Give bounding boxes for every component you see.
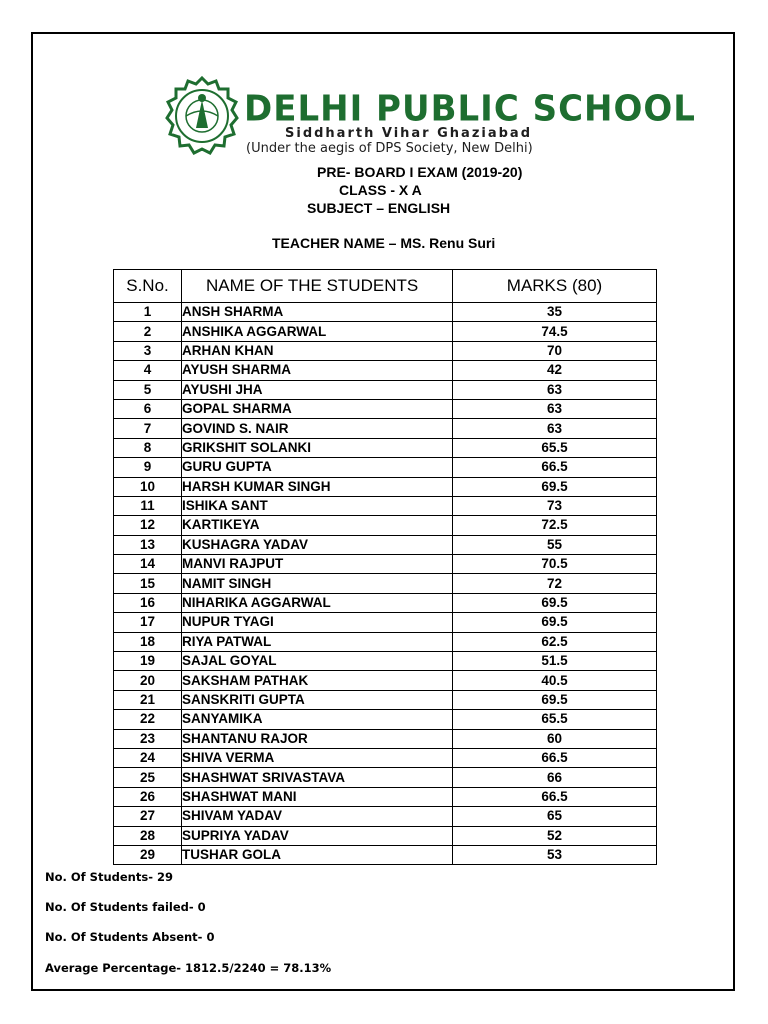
row-sno: 20 [114,671,182,690]
row-sno: 26 [114,787,182,806]
table-row [114,516,657,535]
row-student-name: GRIKSHIT SOLANKI [182,438,453,457]
row-sno: 25 [114,768,182,787]
table-row [114,613,657,632]
row-marks: 66.5 [453,458,657,477]
header-name: NAME OF THE STUDENTS [182,270,453,303]
row-sno: 29 [114,845,182,864]
row-sno: 17 [114,613,182,632]
table-row [114,710,657,729]
row-student-name: SAKSHAM PATHAK [182,671,453,690]
row-sno: 19 [114,652,182,671]
row-student-name: NIHARIKA AGGARWAL [182,593,453,612]
row-marks: 63 [453,380,657,399]
row-sno: 4 [114,361,182,380]
row-marks: 72.5 [453,516,657,535]
row-student-name: SHASHWAT MANI [182,787,453,806]
row-marks: 40.5 [453,671,657,690]
row-marks: 42 [453,361,657,380]
row-sno: 23 [114,729,182,748]
table-row [114,671,657,690]
row-student-name: NAMIT SINGH [182,574,453,593]
row-student-name: HARSH KUMAR SINGH [182,477,453,496]
row-marks: 53 [453,845,657,864]
marks-table [113,269,657,865]
row-student-name: SHIVAM YADAV [182,807,453,826]
row-sno: 1 [114,303,182,322]
row-marks: 70 [453,341,657,360]
row-student-name: KARTIKEYA [182,516,453,535]
row-student-name: ARHAN KHAN [182,341,453,360]
summary-absent: No. Of Students Absent- 0 [45,930,215,944]
row-marks: 52 [453,826,657,845]
row-student-name: MANVI RAJPUT [182,555,453,574]
table-row [114,361,657,380]
row-marks: 69.5 [453,593,657,612]
table-row [114,458,657,477]
header-sno: S.No. [114,270,182,303]
row-marks: 73 [453,496,657,515]
row-marks: 65 [453,807,657,826]
row-student-name: SHANTANU RAJOR [182,729,453,748]
table-row [114,593,657,612]
row-marks: 62.5 [453,632,657,651]
row-marks: 69.5 [453,690,657,709]
school-branch: Siddharth Vihar Ghaziabad [285,126,532,141]
row-student-name: ISHIKA SANT [182,496,453,515]
table-row [114,496,657,515]
row-student-name: AYUSH SHARMA [182,361,453,380]
row-student-name: GURU GUPTA [182,458,453,477]
row-student-name: SHASHWAT SRIVASTAVA [182,768,453,787]
row-student-name: GOVIND S. NAIR [182,419,453,438]
summary-average: Average Percentage- 1812.5/2240 = 78.13% [45,961,332,975]
class-label: CLASS - X A [339,182,422,198]
row-student-name: AYUSHI JHA [182,380,453,399]
row-sno: 16 [114,593,182,612]
table-row [114,380,657,399]
row-marks: 55 [453,535,657,554]
row-student-name: SHIVA VERMA [182,748,453,767]
row-sno: 12 [114,516,182,535]
row-sno: 5 [114,380,182,399]
table-row [114,826,657,845]
row-sno: 9 [114,458,182,477]
table-row [114,652,657,671]
row-sno: 8 [114,438,182,457]
subject-label: SUBJECT – ENGLISH [307,200,451,216]
table-row [114,535,657,554]
row-sno: 3 [114,341,182,360]
row-sno: 18 [114,632,182,651]
row-marks: 51.5 [453,652,657,671]
row-sno: 6 [114,399,182,418]
row-student-name: NUPUR TYAGI [182,613,453,632]
row-sno: 15 [114,574,182,593]
row-student-name: KUSHAGRA YADAV [182,535,453,554]
table-row [114,632,657,651]
row-student-name: SAJAL GOYAL [182,652,453,671]
table-row [114,341,657,360]
summary-students: No. Of Students- 29 [45,870,173,884]
table-row [114,768,657,787]
table-row [114,322,657,341]
row-sno: 14 [114,555,182,574]
row-sno: 10 [114,477,182,496]
header-marks: MARKS (80) [453,270,657,303]
row-marks: 63 [453,399,657,418]
row-sno: 13 [114,535,182,554]
row-marks: 69.5 [453,613,657,632]
school-aegis: (Under the aegis of DPS Society, New Delhi) [246,141,533,156]
row-marks: 65.5 [453,438,657,457]
table-header-row [114,270,657,303]
row-marks: 74.5 [453,322,657,341]
row-student-name: SANSKRITI GUPTA [182,690,453,709]
school-name: DELHI PUBLIC SCHOOL [244,88,696,130]
table-row [114,477,657,496]
teacher-name: TEACHER NAME – MS. Renu Suri [272,235,496,251]
exam-title: PRE- BOARD I EXAM (2019-20) [317,164,523,180]
table-row [114,555,657,574]
row-marks: 66.5 [453,787,657,806]
row-student-name: TUSHAR GOLA [182,845,453,864]
row-student-name: SANYAMIKA [182,710,453,729]
table-row [114,399,657,418]
row-marks: 63 [453,419,657,438]
row-sno: 11 [114,496,182,515]
row-sno: 22 [114,710,182,729]
row-marks: 66.5 [453,748,657,767]
table-row [114,303,657,322]
row-student-name: ANSHIKA AGGARWAL [182,322,453,341]
row-student-name: SUPRIYA YADAV [182,826,453,845]
row-sno: 28 [114,826,182,845]
table-row [114,690,657,709]
table-row [114,807,657,826]
table-row [114,787,657,806]
school-logo [164,76,240,160]
table-row [114,748,657,767]
row-student-name: GOPAL SHARMA [182,399,453,418]
row-marks: 66 [453,768,657,787]
row-student-name: ANSH SHARMA [182,303,453,322]
row-marks: 60 [453,729,657,748]
row-marks: 35 [453,303,657,322]
row-marks: 69.5 [453,477,657,496]
row-sno: 21 [114,690,182,709]
row-sno: 24 [114,748,182,767]
row-marks: 70.5 [453,555,657,574]
summary-failed: No. Of Students failed- 0 [45,900,206,914]
row-sno: 7 [114,419,182,438]
table-row [114,574,657,593]
row-sno: 27 [114,807,182,826]
row-student-name: RIYA PATWAL [182,632,453,651]
row-sno: 2 [114,322,182,341]
table-row [114,845,657,864]
table-row [114,438,657,457]
table-row [114,419,657,438]
row-marks: 65.5 [453,710,657,729]
table-row [114,729,657,748]
row-marks: 72 [453,574,657,593]
